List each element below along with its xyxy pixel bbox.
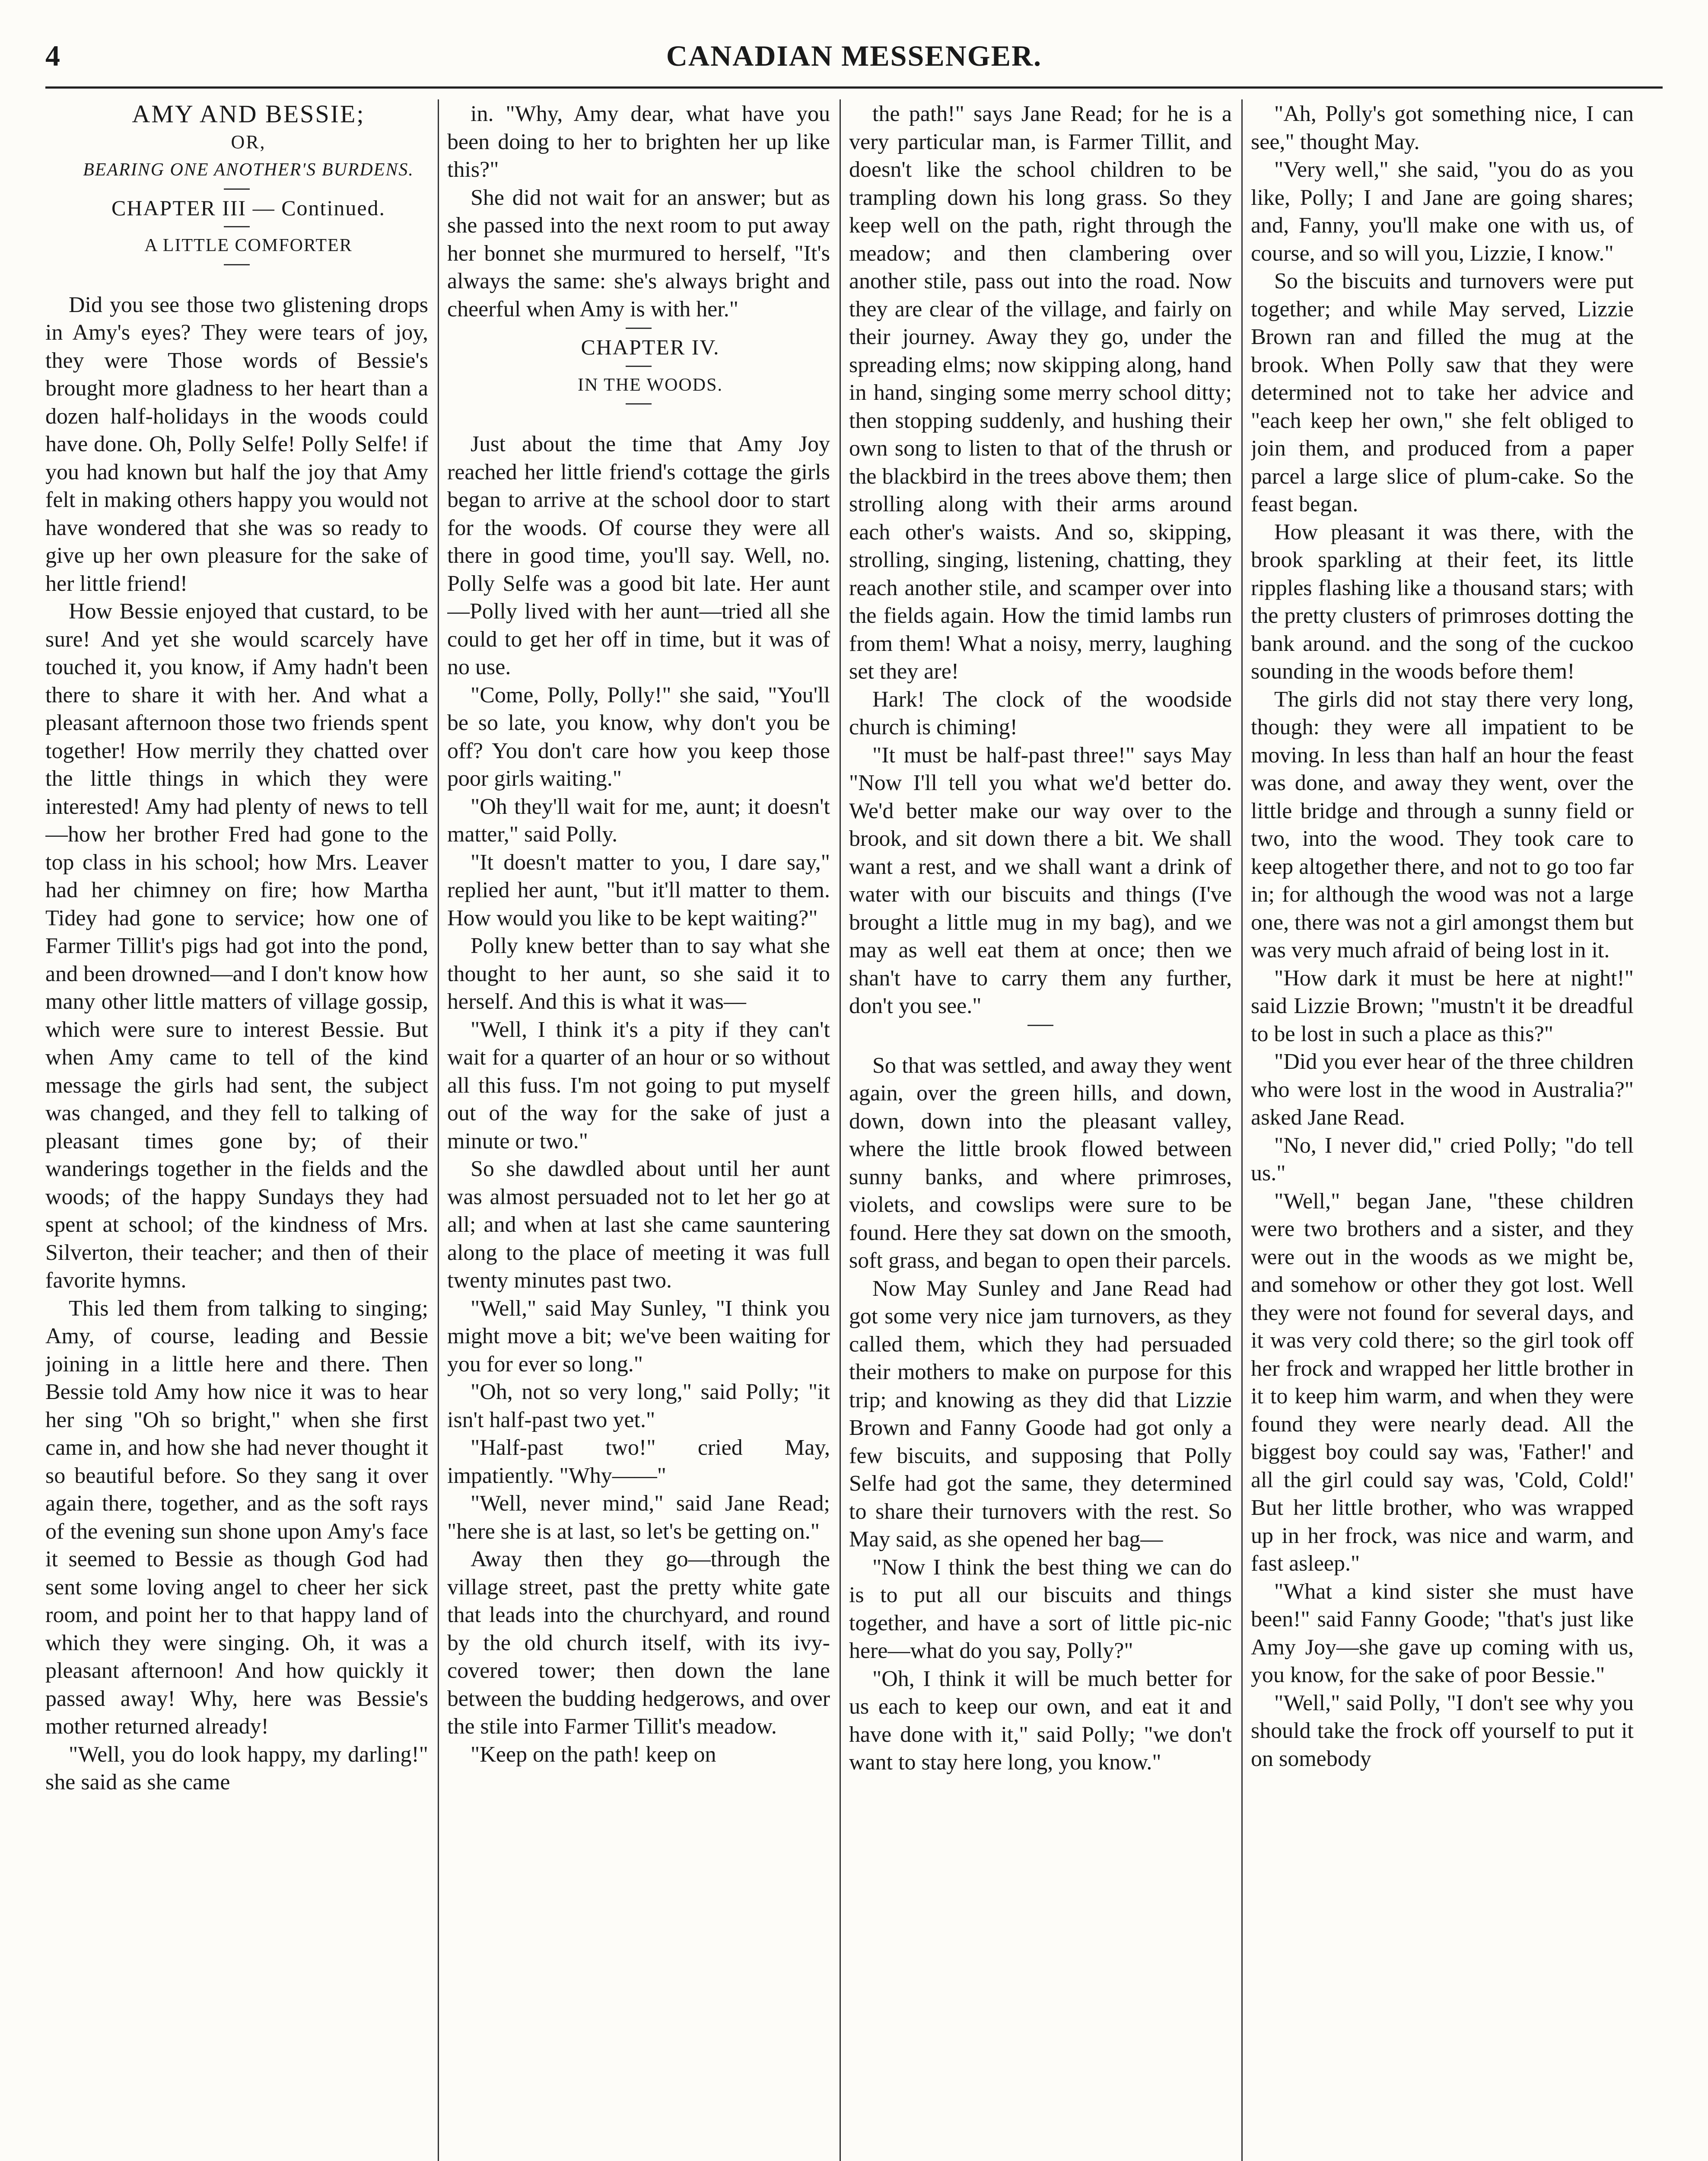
paragraph: How Bessie enjoyed that custard, to be sure! And yet she would scarcely have touched it, you know, if Amy hadn't been there to share it with her. And what a pleasant afternoon those two friends spent together! How merrily they chatted over the little things in which they were interested! Amy had plenty of news to tell—how her brother Fred had gone to the top class in his school; how Mrs. Leaver had her chimney on fire; how Martha Tidey had gone to service; how one of Farmer Tillit's pigs had got into the pond, and been drowned—and I don't know how many other little matters of village gossip, which were sure to interest Bessie. But when Amy came to tell of the kind message the girls had sent, the subject was changed, and they fell to talking of pleasant times gone by; of their wanderings together in the fields and the woods; of the happy Sundays they had spent at school; of the kindness of Mrs. Silverton, their teacher; and then of their favorite hymns. [45,599,428,1293]
paragraph: "Very well," she said, "you do as you like, Polly; I and Jane are going shares; and, Fanny, you'll make one with us, of course, and so will you, Lizzie, I know." [1251,157,1634,266]
column-divider [840,99,841,2161]
chapter-3-heading: CHAPTER III — Continued. [111,195,386,220]
column-4 [1251,100,1634,2161]
story-subtitle: BEARING ONE ANOTHER'S BURDENS. [83,160,414,180]
paragraph: Did you see those two glistening drops in Amy's eyes? They were tears of joy, they were Those words of Bessie's brought more gladness to her heart than a dozen half-holidays in the woods could have done. Oh, Polly Selfe! Polly Selfe! if you had known but half the joy that Amy felt in making others happy you would not have wondered that she was so ready to give up her own pleasure for the sake of her little friend! [45,292,428,596]
paragraph: "Oh, I think it will be much better for us each to keep our own, and eat it and have done with it," said Polly; "we don't want to stay here long, you know." [849,1666,1232,1775]
paragraph: Just about the time that Amy Joy reached her little friend's cottage the girls began to arrive at the school door to start for the woods. Of course they were all there in good time, you'll say. Well, no. Polly Selfe was a good bit late. Her aunt—Polly lived with her aunt—tried all she could to get her off in time, but it was of no use. [447,432,830,679]
paragraph: Away then they go—through the village street, past the pretty white gate that leads into the churchyard, and round by the old church itself, with its ivy-covered tower; then down the lane between the budding hedgerows, and over the stile into Farmer Tillit's meadow. [447,1547,830,1739]
paragraph: So she dawdled about until her aunt was almost persuaded not to let her go at all; and when at last she came sauntering along to the place of meeting it was full twenty minutes past two. [447,1157,830,1293]
column-divider [1241,99,1243,2161]
paragraph: "Well, you do look happy, my darling!" she said as she came [45,1742,428,1794]
paragraph: "Ah, Polly's got something nice, I can see," thought May. [1251,102,1634,154]
story-title: AMY AND BESSIE; [132,100,365,128]
chapter-3-section: A LITTLE COMFORTER [144,236,353,255]
story-or: OR, [231,131,266,153]
divider-dash [224,188,250,190]
divider-dash [224,264,250,265]
paragraph: The girls did not stay there very long, though: they were all impatient to be moving. In less than half an hour the feast was done, and away they went, over the little bridge and through a sunny field or two, into the wood. They took care to keep altogether there, and not to go too far in; for although the wood was not a large one, there was not a girl amongst them but was very much afraid of being lost in it. [1251,687,1634,963]
divider-dash [224,226,250,227]
header-rule [45,86,1663,89]
paragraph: "Come, Polly, Polly!" she said, "You'll be so late, you know, why don't you be off? You don't care how you keep those poor girls waiting." [447,682,830,791]
page-header [45,30,1663,78]
column-divider [438,99,439,2161]
page-number: 4 [45,39,60,72]
paragraph: "Well, never mind," said Jane Read; "here she is at last, so let's be getting on." [447,1491,830,1544]
paragraph: "It doesn't matter to you, I dare say," replied her aunt, "but it'll matter to them. How would you like to be kept waiting?" [447,850,830,931]
paragraph: "What a kind sister she must have been!" said Fanny Goode; "that's just like Amy Joy—she gave up coming with us, you know, for the sake of poor Bessie." [1251,1579,1634,1687]
paragraph: Now May Sunley and Jane Read had got some very nice jam turnovers, as they called them, which they had persuaded their mothers to make on purpose for this trip; and knowing as they did that Lizzie Brown and Fanny Goode had got only a few biscuits, and supposing that Polly Selfe had got the same, they determined to share their turnovers with the rest. So May said, as she opened her bag— [849,1276,1232,1552]
divider-dash [626,328,652,329]
paragraph: "How dark it must be here at night!" said Lizzie Brown; "mustn't it be dreadful to be lost in such a place as this?" [1251,966,1634,1046]
paragraph: How pleasant it was there, with the brook sparkling at their feet, its little ripples flashing like a thousand stars; with the pretty clusters of primroses dotting the bank around. and the song of the cuckoo sounding in the woods before them! [1251,520,1634,684]
paragraph: "Well," said May Sunley, "I think you might move a bit; we've been waiting for you for ever so long." [447,1296,830,1377]
paragraph: "It must be half-past three!" says May "Now I'll tell you what we'd better do. We'd better make our way over to the brook, and sit down there a bit. We shall want a rest, and we shall want a drink of water with our biscuits and things (I've brought a little mug in my bag), and we may as well eat them at once; then we shan't have to carry them any further, don't you see." [849,743,1232,1018]
divider-dash [626,403,652,405]
publication-title: CANADIAN MESSENGER. [666,39,1042,72]
paragraph: "Well," said Polly, "I don't see why you should take the frock off yourself to put it on somebody [1251,1690,1634,1771]
paragraph: So the biscuits and turnovers were put together; and while May served, Lizzie Brown ran and filled the mug at the brook. When Polly saw that they were determined not to take her advice and "each keep her own," she felt obliged to join them, and produced from a paper parcel a large slice of plum-cake. So the feast began. [1251,269,1634,516]
paragraph: Polly knew better than to say what she thought to her aunt, so she said it to herself. And this is what it was— [447,934,830,1014]
paragraph: She did not wait for an answer; but as she passed into the next room to put away her bonnet she murmured to herself, "It's always the same: she's always bright and cheerful when Amy is with her." [447,185,830,322]
column-1 [45,100,428,2161]
chapter-4-heading: CHAPTER IV. [581,335,720,359]
paragraph: This led them from talking to singing; Amy, of course, leading and Bessie joining in a little here and there. Then Bessie told Amy how nice it was to hear her sing "Oh so bright," when she first came in, and how she had never thought it so beautiful before. So they sang it over again there, together, and as the soft rays of the evening sun shone upon Amy's face it seemed to Bessie as though God had sent some loving angel to cheer her sick room, and point her to that happy land of which they were singing. Oh, it was a pleasant afternoon! And how quickly it passed away! Why, here was Bessie's mother returned already! [45,1296,428,1739]
paragraph: "Now I think the best thing we can do is to put all our biscuits and things together, and have a sort of little pic-nic here—what do you say, Polly?" [849,1555,1232,1663]
paragraph: "Oh they'll wait for me, aunt; it doesn't matter," said Polly. [447,794,830,847]
paragraph: "No, I never did," cried Polly; "do tell us." [1251,1133,1634,1186]
paragraph: Hark! The clock of the woodside church is chiming! [849,687,1232,739]
paragraph: "Did you ever hear of the three children who were lost in the wood in Australia?" asked Jane Read. [1251,1049,1634,1130]
divider-dash [1027,1025,1053,1026]
column-2 [447,100,830,2161]
paragraph: "Oh, not so very long," said Polly; "it isn't half-past two yet." [447,1380,830,1432]
chapter-4-section: IN THE WOODS. [578,375,723,395]
spacer [45,270,428,291]
paragraph: "Keep on the path! keep on [471,1742,716,1767]
spacer [447,409,830,430]
paragraph: "Half-past two!" cried May, impatiently. "Why——" [447,1435,830,1488]
column-3 [849,100,1232,2161]
paragraph: So that was settled, and away they went again, over the green hills, and down, down, down into the pleasant valley, where the little brook flowed between sunny banks, and where primroses, violets, and cowslips were sure to be found. Here they sat down on the smooth, soft grass, and began to open their parcels. [849,1053,1232,1273]
paragraph: in. "Why, Amy dear, what have you been doing to her to brighten her up like this?" [447,102,830,182]
paragraph: the path!" says Jane Read; for he is a very particular man, is Farmer Tillit, and doesn't like the school children to be trampling down his long grass. So they keep well on the path, right through the meadow; and then clambering over another stile, pass out into the road. Now they are clear of the village, and fairly on their journey. Away they go, under the spreading elms; now skipping along, hand in hand, singing some merry school ditty; then stopping suddenly, and hushing their own song to listen to that of the thrush or the blackbird in the trees above them; then strolling along with their arms around each other's waists. And so, skipping, strolling, singing, listening, chatting, they reach another stile, and scamper over into the fields again. How the timid lambs run from them! What a noisy, merry, laughing set they are! [849,102,1232,684]
divider-dash [626,366,652,367]
paragraph: "Well," began Jane, "these children were two brothers and a sister, and they were out in the woods as we might be, and somehow or other they got lost. Well they were not found for several days, and it was very cold there; so the girl took off her frock and wrapped her little brother in it to keep him warm, and when they were found they were nearly dead. All the biggest boy could say was, 'Father!' and all the girl could say was, 'Cold, Cold!' But her little brother, who was wrapped up in her frock, was nice and warm, and fast asleep." [1251,1189,1634,1576]
paragraph: "Well, I think it's a pity if they can't wait for a quarter of an hour or so without all this fuss. I'm not going to put myself out of the way for the sake of just a minute or two." [447,1017,830,1154]
spacer [849,1030,1232,1052]
